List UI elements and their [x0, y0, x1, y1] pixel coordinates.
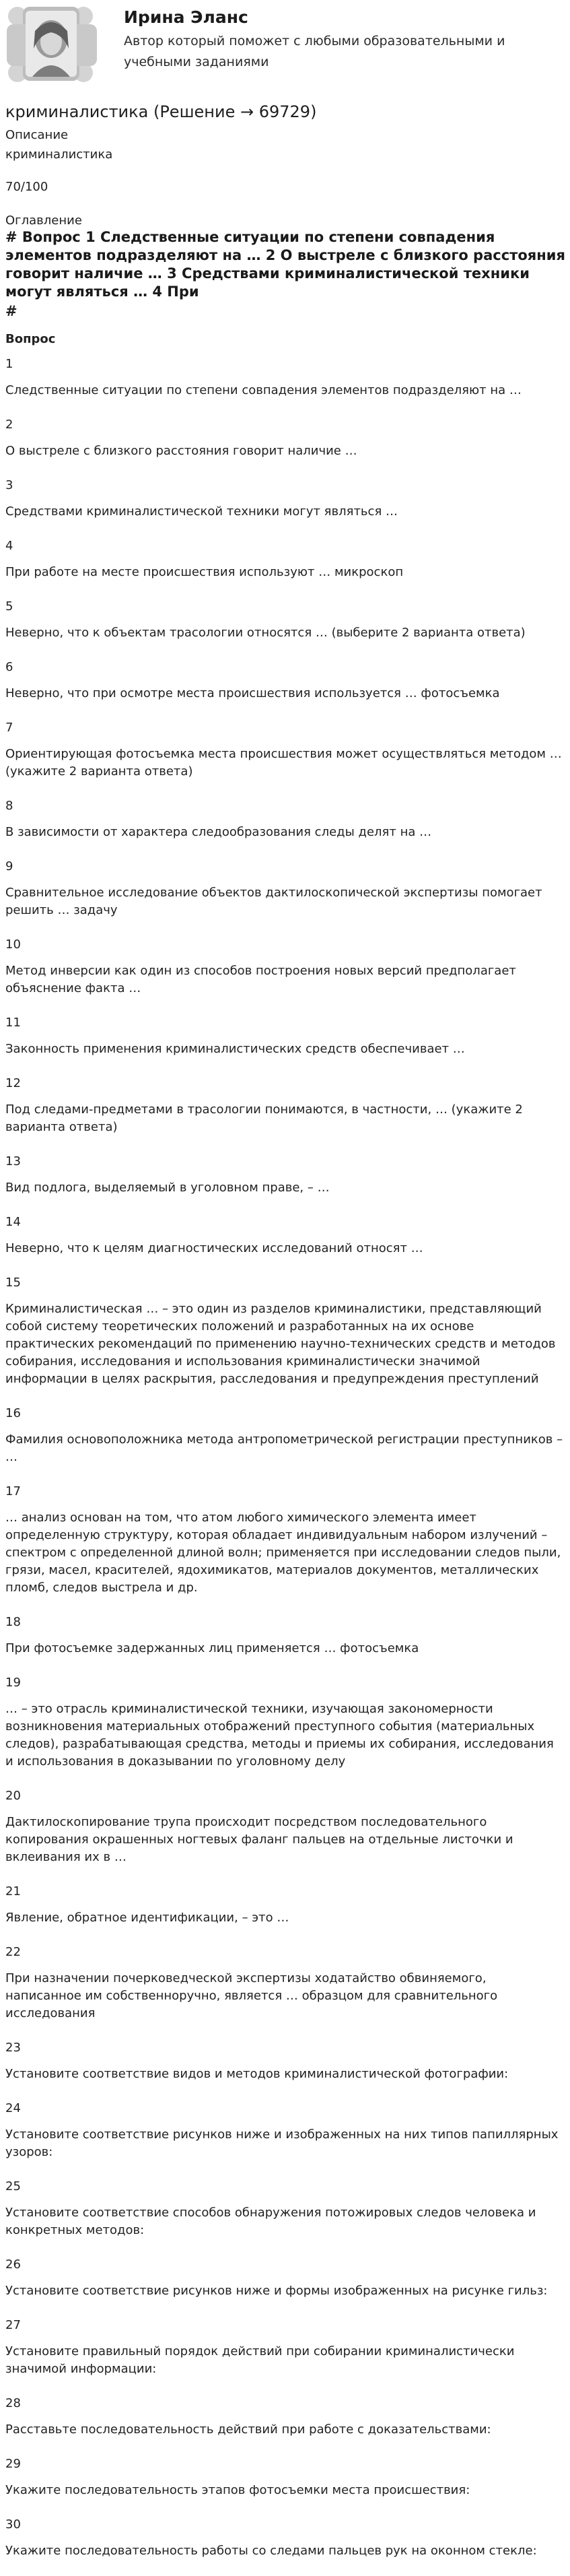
list-item: [5, 2099, 565, 2161]
question-number: 16: [5, 1406, 21, 1420]
question-text: Установите правильный порядок действий при собирании криминалистически значимой информации:: [5, 2344, 515, 2376]
question-text: Неверно, что при осмотре места происшествия используется … фотосъемка: [5, 686, 500, 700]
question-number: 4: [5, 539, 13, 553]
question-list: [5, 355, 565, 2560]
question-number: 10: [5, 937, 21, 952]
question-text: Средствами криминалистической техники могут являться …: [5, 504, 398, 519]
question-text: Ориентирующая фотосъемка места происшествия может осуществляться методом … (укажите 2 варианта ответа): [5, 747, 562, 779]
question-number: 22: [5, 1945, 21, 1959]
question-number: 7: [5, 721, 13, 735]
toc-text: # Вопрос 1 Следственные ситуации по степени совпадения элементов подразделяют на … 2 О выстреле с близкого расстояния говорит наличие … 3 Средствами криминалистической техники могут являться … 4 При: [5, 229, 565, 300]
list-item: [5, 1213, 565, 1257]
list-item: [5, 2394, 565, 2439]
list-item: [5, 719, 565, 781]
question-number: 14: [5, 1215, 21, 1229]
list-item: [5, 355, 565, 399]
question-text: Расставьте последовательность действий при работе с доказательствами:: [5, 2422, 491, 2437]
question-number: 26: [5, 2257, 21, 2272]
question-number: 21: [5, 1884, 21, 1898]
description-value: криминалистика: [5, 147, 113, 162]
question-text: Неверно, что к целям диагностических исследований относят …: [5, 1241, 423, 1255]
question-text: Установите соответствие видов и методов криминалистической фотографии:: [5, 2067, 509, 2081]
author-avatar: [3, 1, 102, 88]
list-item: [5, 1014, 565, 1058]
question-text: Под следами-предметами в трасологии понимаются, в частности, … (укажите 2 варианта ответа): [5, 1102, 523, 1134]
question-number: 9: [5, 859, 13, 873]
question-number: 8: [5, 799, 13, 813]
question-text: Установите соответствие рисунков ниже и изображенных на них типов папиллярных узоров:: [5, 2127, 559, 2159]
toc-label: Оглавление: [5, 213, 82, 228]
section-hash: #: [5, 303, 17, 319]
question-text: Фамилия основоположника метода антропометрической регистрации преступников – …: [5, 1432, 563, 1464]
question-text: Законность применения криминалистических средств обеспечивает …: [5, 1042, 465, 1056]
list-item: [5, 2039, 565, 2083]
question-section-label: Вопрос: [5, 332, 56, 346]
description-label: Описание: [5, 128, 69, 142]
list-item: [5, 1152, 565, 1197]
question-number: 5: [5, 599, 13, 614]
list-item: [5, 2255, 565, 2300]
question-text: Неверно, что к объектам трасологии относятся … (выберите 2 варианта ответа): [5, 626, 526, 640]
score-value: 70/100: [5, 180, 48, 194]
question-number: 6: [5, 660, 13, 674]
question-text: Сравнительное исследование объектов дактилоскопической экспертизы помогает решить … задачу: [5, 886, 542, 917]
question-number: 1: [5, 357, 13, 371]
question-text: Следственные ситуации по степени совпадения элементов подразделяют на …: [5, 383, 522, 397]
question-text: Укажите последовательность этапов фотосъемки места происшествия:: [5, 2483, 470, 2497]
list-item: [5, 476, 565, 521]
question-number: 25: [5, 2179, 21, 2193]
question-text: Явление, обратное идентификации, – это …: [5, 1911, 289, 1925]
question-text: Установите соответствие способов обнаружения потожировых следов человека и конкретных методов:: [5, 2206, 536, 2237]
list-item: [5, 597, 565, 642]
list-item: [5, 1787, 565, 1866]
question-text: Метод инверсии как один из способов построения новых версий предполагает объяснение факта …: [5, 964, 516, 995]
question-number: 19: [5, 1676, 21, 1690]
author-header: [0, 0, 570, 92]
list-item: [5, 935, 565, 997]
question-number: 12: [5, 1076, 21, 1090]
question-number: 29: [5, 2457, 21, 2471]
question-text: Дактилоскопирование трупа происходит посредством последовательного копирования окрашенных ногтевых фаланг пальцев на отдельные листочки и вклеивания их в …: [5, 1815, 513, 1864]
question-text: … – это отрасль криминалистической техники, изучающая закономерности возникновения материальных отображений преступного события (материальных следов), разрабатывающая средства, методы и приемы их собирания, исследования и использования в доказывании по уголовному делу: [5, 1702, 554, 1769]
question-number: 24: [5, 2101, 21, 2115]
question-text: Вид подлога, выделяемый в уголовном праве, – …: [5, 1181, 330, 1195]
question-number: 15: [5, 1276, 21, 1290]
list-item: [5, 1482, 565, 1597]
question-number: 30: [5, 2517, 21, 2532]
question-number: 20: [5, 1789, 21, 1803]
question-number: 28: [5, 2396, 21, 2410]
list-item: [5, 1404, 565, 1466]
question-text: Криминалистическая … – это один из разделов криминалистики, представляющий собой систему теоретических положений и разработанных на их основе практических рекомендаций по применению научно-технических средств и методов собирания, исследования и использования криминалистически значимой информации в целях раскрытия, расследования и предупреждения преступлений: [5, 1302, 556, 1386]
list-item: [5, 797, 565, 841]
list-item: [5, 857, 565, 919]
question-text: … анализ основан на том, что атом любого химического элемента имеет определенную структуру, которая обладает индивидуальным набором излучений – спектром с определенной длиной волн; применяется при исследовании следов пыли, грязи, масел, красителей, ядохимикатов, материалов документов, металлических пломб, следов выстрела и др.: [5, 1511, 561, 1595]
question-number: 27: [5, 2318, 21, 2332]
list-item: [5, 1074, 565, 1136]
list-item: [5, 1613, 565, 1657]
list-item: [5, 416, 565, 460]
list-item: [5, 1674, 565, 1771]
list-item: [5, 2455, 565, 2499]
document-title: криминалистика (Решение → 69729): [5, 102, 317, 121]
question-text: Укажите последовательность работы со следами пальцев рук на оконном стекле:: [5, 2544, 537, 2558]
list-item: [5, 1943, 565, 2022]
author-name[interactable]: Ирина Эланс: [124, 7, 248, 27]
list-item: [5, 2177, 565, 2239]
list-item: [5, 658, 565, 702]
list-item: [5, 2316, 565, 2378]
question-text: При работе на месте происшествия используют … микроскоп: [5, 565, 404, 579]
question-text: В зависимости от характера следообразования следы делят на …: [5, 825, 432, 839]
list-item: [5, 1274, 565, 1388]
question-number: 11: [5, 1016, 21, 1030]
question-text: О выстреле с близкого расстояния говорит наличие …: [5, 444, 357, 458]
author-description: Автор который поможет с любыми образовательными и учебными заданиями: [124, 34, 505, 69]
question-number: 3: [5, 478, 13, 492]
question-text: Установите соответствие рисунков ниже и формы изображенных на рисунке гильз:: [5, 2284, 548, 2298]
question-text: При назначении почерковедческой экспертизы ходатайство обвиняемого, написанное им собственноручно, является … образцом для сравнительного исследования: [5, 1971, 498, 2020]
question-text: При фотосъемке задержанных лиц применяется … фотосъемка: [5, 1641, 419, 1655]
question-number: 13: [5, 1154, 21, 1168]
document-content: [5, 101, 565, 2576]
avatar-frame-icon: [7, 7, 97, 82]
question-number: 17: [5, 1484, 21, 1498]
list-item: [5, 1882, 565, 1927]
question-number: 23: [5, 2041, 21, 2055]
question-number: 2: [5, 418, 13, 432]
list-item: [5, 2515, 565, 2560]
list-item: [5, 537, 565, 581]
question-number: 18: [5, 1615, 21, 1629]
